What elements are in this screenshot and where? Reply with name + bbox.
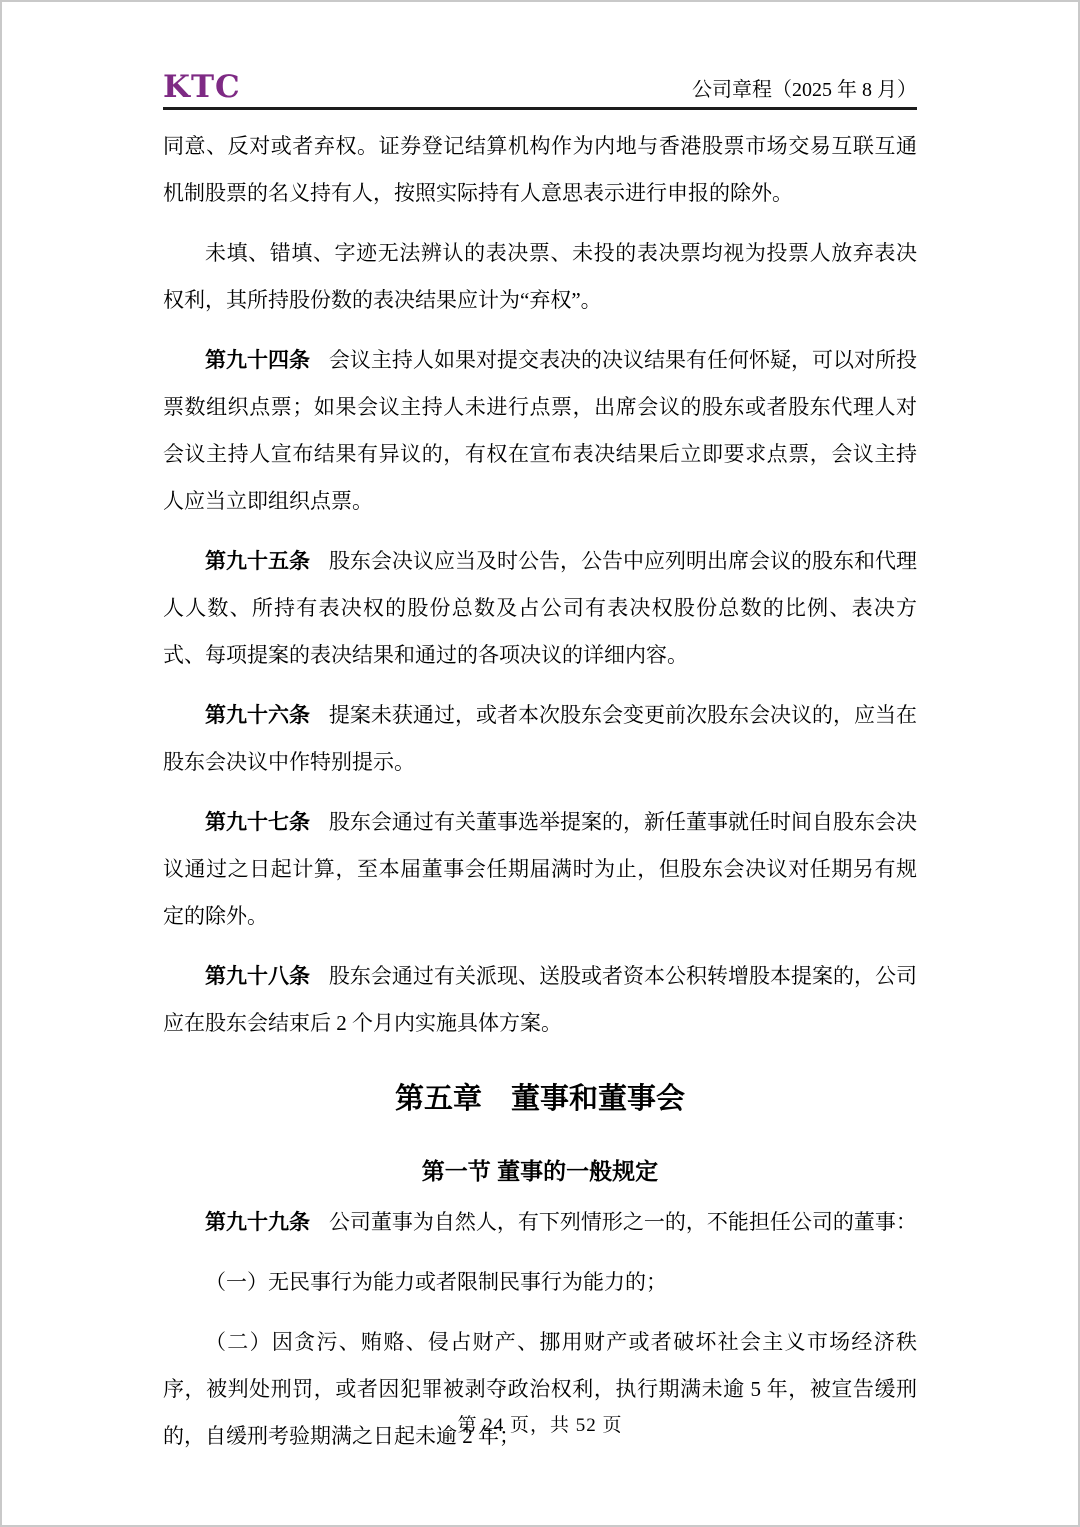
paragraph-text: 股东会决议应当及时公告，公告中应列明出席会议的股东和代理人人数、所持有表决权的股份总数及占公司有表决权股份总数的比例、表决方式、每项提案的表决结果和通过的各项决议的详细内容。 <box>163 549 918 667</box>
body-paragraph <box>163 692 917 786</box>
body-paragraph <box>163 1199 917 1246</box>
body-paragraph <box>163 953 917 1047</box>
paragraph-text: 同意、反对或者弃权。证券登记结算机构作为内地与香港股票市场交易互联互通机制股票的名义持有人，按照实际持有人意思表示进行申报的除外。 <box>163 134 917 205</box>
document-body <box>163 123 917 1460</box>
paragraph-text: 公司董事为自然人，有下列情形之一的，不能担任公司的董事： <box>328 1210 917 1234</box>
article-number: 第九十九条 <box>205 1211 310 1234</box>
company-logo: KTC <box>163 69 241 105</box>
chapter-heading: 第五章 董事和董事会 <box>394 1083 685 1115</box>
body-paragraph <box>163 230 917 324</box>
header-doc-title: 公司章程（2025 年 8 月） <box>692 79 917 101</box>
paragraph-text: 提案未获通过，或者本次股东会变更前次股东会决议的，应当在股东会决议中作特别提示。 <box>163 703 918 774</box>
paragraph-text: （一）无民事行为能力或者限制民事行为能力的； <box>205 1270 667 1294</box>
body-paragraph <box>163 1319 917 1460</box>
page-number-label: 第 24 页，共 52 页 <box>457 1415 623 1436</box>
article-number: 第九十七条 <box>205 811 311 834</box>
article-number: 第九十八条 <box>205 965 311 988</box>
body-paragraph <box>163 123 917 217</box>
page-footer <box>2 1410 1078 1437</box>
paragraph-text: 会议主持人如果对提交表决的决议结果有任何怀疑，可以对所投票数组织点票；如果会议主持人未进行点票，出席会议的股东或者股东代理人对会议主持人宣布结果有异议的，有权在宣布表决结果后立即要求点票，会议主持人应当立即组织点票。 <box>163 348 918 513</box>
paragraph-text: 未填、错填、字迹无法辨认的表决票、未投的表决票均视为投票人放弃表决权利，其所持股份数的表决结果应计为“弃权”。 <box>163 241 917 312</box>
paragraph-text: 股东会通过有关派现、送股或者资本公积转增股本提案的，公司应在股东会结束后 2 个月内实施具体方案。 <box>163 964 918 1035</box>
body-paragraph <box>163 337 917 525</box>
body-paragraph <box>163 1259 917 1306</box>
section-heading: 第一节 董事的一般规定 <box>421 1158 659 1185</box>
article-number: 第九十六条 <box>205 704 311 727</box>
body-paragraph <box>163 538 917 679</box>
paragraph-text: （二）因贪污、贿赂、侵占财产、挪用财产或者破坏社会主义市场经济秩序，被判处刑罚，或者因犯罪被剥夺政治权利，执行期满未逾 5 年，被宣告缓刑的，自缓刑考验期满之日起未逾 2 年； <box>163 1330 917 1448</box>
body-paragraph <box>163 799 917 940</box>
article-number: 第九十五条 <box>205 550 311 573</box>
paragraph-text: 股东会通过有关董事选举提案的，新任董事就任时间自股东会决议通过之日起计算，至本届董事会任期届满时为止，但股东会决议对任期另有规定的除外。 <box>163 810 918 928</box>
page-header <box>163 2 917 110</box>
article-number: 第九十四条 <box>205 349 311 372</box>
